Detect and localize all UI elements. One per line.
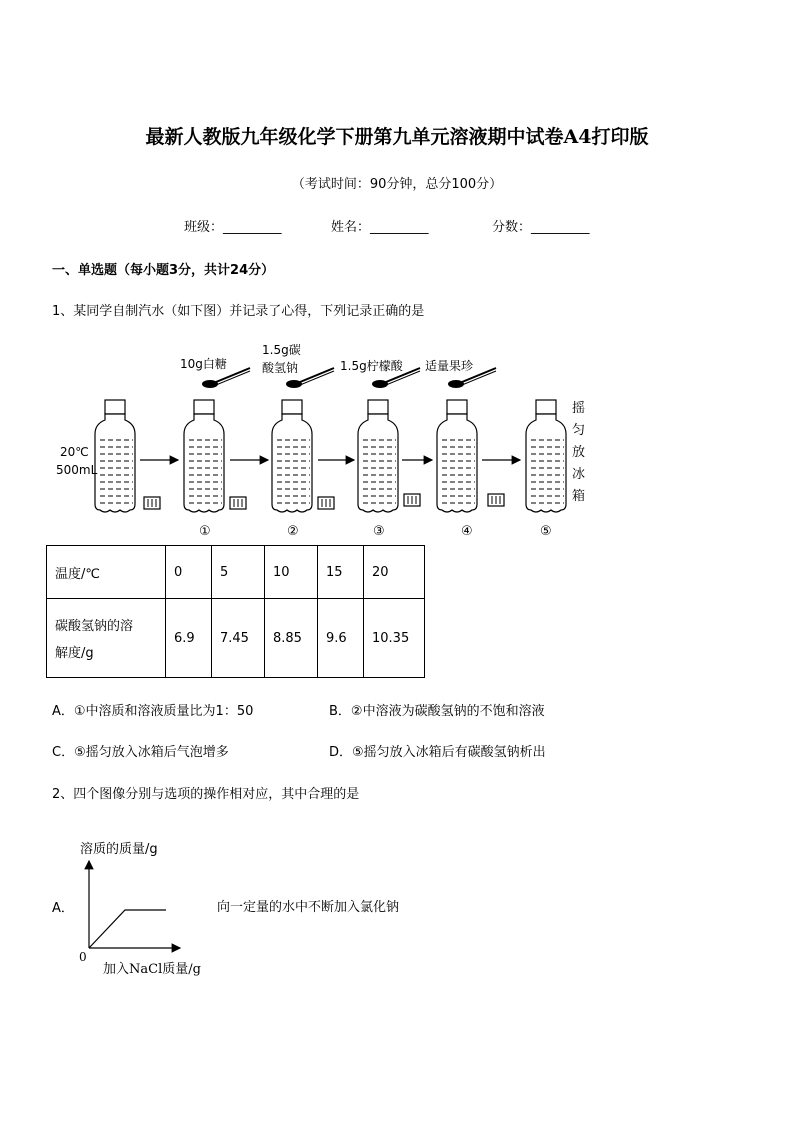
q2-option-a-text: 向一定量的水中不断加入氯化钠: [217, 900, 400, 915]
question-2-stem: 2、四个图像分别与选项的操作相对应，其中合理的是: [52, 787, 360, 802]
step-number-4: ④: [461, 524, 473, 539]
cap-icon: [488, 494, 504, 506]
cap-icon: [404, 494, 420, 506]
score-field: 分数：_________: [492, 220, 590, 235]
table-header-line: 碳酸氢钠的溶: [55, 619, 134, 634]
bottle-3: [358, 400, 398, 512]
graph-y-axis-label: 溶质的质量/g: [80, 842, 158, 857]
q1-option-c[interactable]: C．⑤摇匀放入冰箱后气泡增多: [52, 745, 229, 760]
table-cell: 15: [318, 546, 364, 599]
table-cell: 6.9: [166, 599, 212, 678]
bottle-1: [184, 400, 224, 512]
add-label-2b: 酸氢钠: [262, 361, 299, 375]
bottle-2: [272, 400, 312, 512]
graph-curve: [89, 910, 166, 948]
q1-option-a[interactable]: A．①中溶质和溶液质量比为1：50: [52, 704, 254, 719]
table-header-cell: 温度/℃: [47, 546, 166, 599]
bottle-5: [526, 400, 566, 512]
cap-icon: [230, 497, 246, 509]
add-label-4: 适量果珍: [425, 359, 474, 373]
add-label-2a: 1.5g碳: [262, 343, 301, 357]
cap-icon: [144, 497, 160, 509]
table-header-line: 解度/g: [55, 646, 94, 661]
table-cell: 9.6: [318, 599, 364, 678]
final-step-char: 冰: [572, 467, 586, 482]
q2-option-a-label[interactable]: A．: [52, 901, 74, 916]
graph-origin-label: 0: [79, 950, 87, 964]
step-number-1: ①: [199, 524, 211, 539]
add-label-1: 10g白糖: [180, 357, 227, 371]
table-cell: 20: [364, 546, 425, 599]
step-number-2: ②: [287, 524, 299, 539]
table-cell: 0: [166, 546, 212, 599]
graph-x-axis-label: 加入NaCl质量/g: [103, 962, 201, 977]
table-cell: 8.85: [265, 599, 318, 678]
final-step-char: 匀: [572, 423, 586, 438]
step-number-5: ⑤: [540, 524, 552, 539]
q1-option-b[interactable]: B．②中溶液为碳酸氢钠的不饱和溶液: [329, 704, 545, 719]
bottle-4: [437, 400, 477, 512]
add-label-3: 1.5g柠檬酸: [340, 359, 403, 373]
start-temp-label: 20℃: [60, 445, 89, 459]
class-field: 班级：_________: [184, 220, 282, 235]
graph-a: [80, 855, 190, 955]
cap-icon: [318, 497, 334, 509]
section-heading: 一、单选题（每小题3分，共计24分）: [52, 263, 275, 278]
table-row: [47, 546, 425, 599]
bottle-start: [95, 400, 135, 512]
table-cell: 7.45: [212, 599, 265, 678]
exam-info: （考试时间：90分钟，总分100分）: [291, 177, 503, 192]
q1-option-d[interactable]: D．⑤摇匀放入冰箱后有碳酸氢钠析出: [329, 745, 546, 760]
table-cell: 5: [212, 546, 265, 599]
page-title: 最新人教版九年级化学下册第九单元溶液期中试卷A4打印版: [145, 126, 649, 148]
solubility-table: [46, 545, 425, 678]
table-cell: 10.35: [364, 599, 425, 678]
table-header-cell: [47, 599, 166, 678]
final-step-char: 摇: [572, 401, 586, 416]
spoon-icon: [202, 368, 250, 388]
final-step-char: 箱: [572, 489, 586, 504]
final-step-char: 放: [572, 445, 586, 460]
start-volume-label: 500mL: [56, 463, 98, 477]
table-cell: 10: [265, 546, 318, 599]
question-1-stem: 1、某同学自制汽水（如下图）并记录了心得，下列记录正确的是: [52, 304, 425, 319]
soda-making-figure: [0, 330, 794, 545]
name-field: 姓名：_________: [331, 220, 429, 235]
table-row: [47, 599, 425, 678]
step-number-3: ③: [373, 524, 385, 539]
